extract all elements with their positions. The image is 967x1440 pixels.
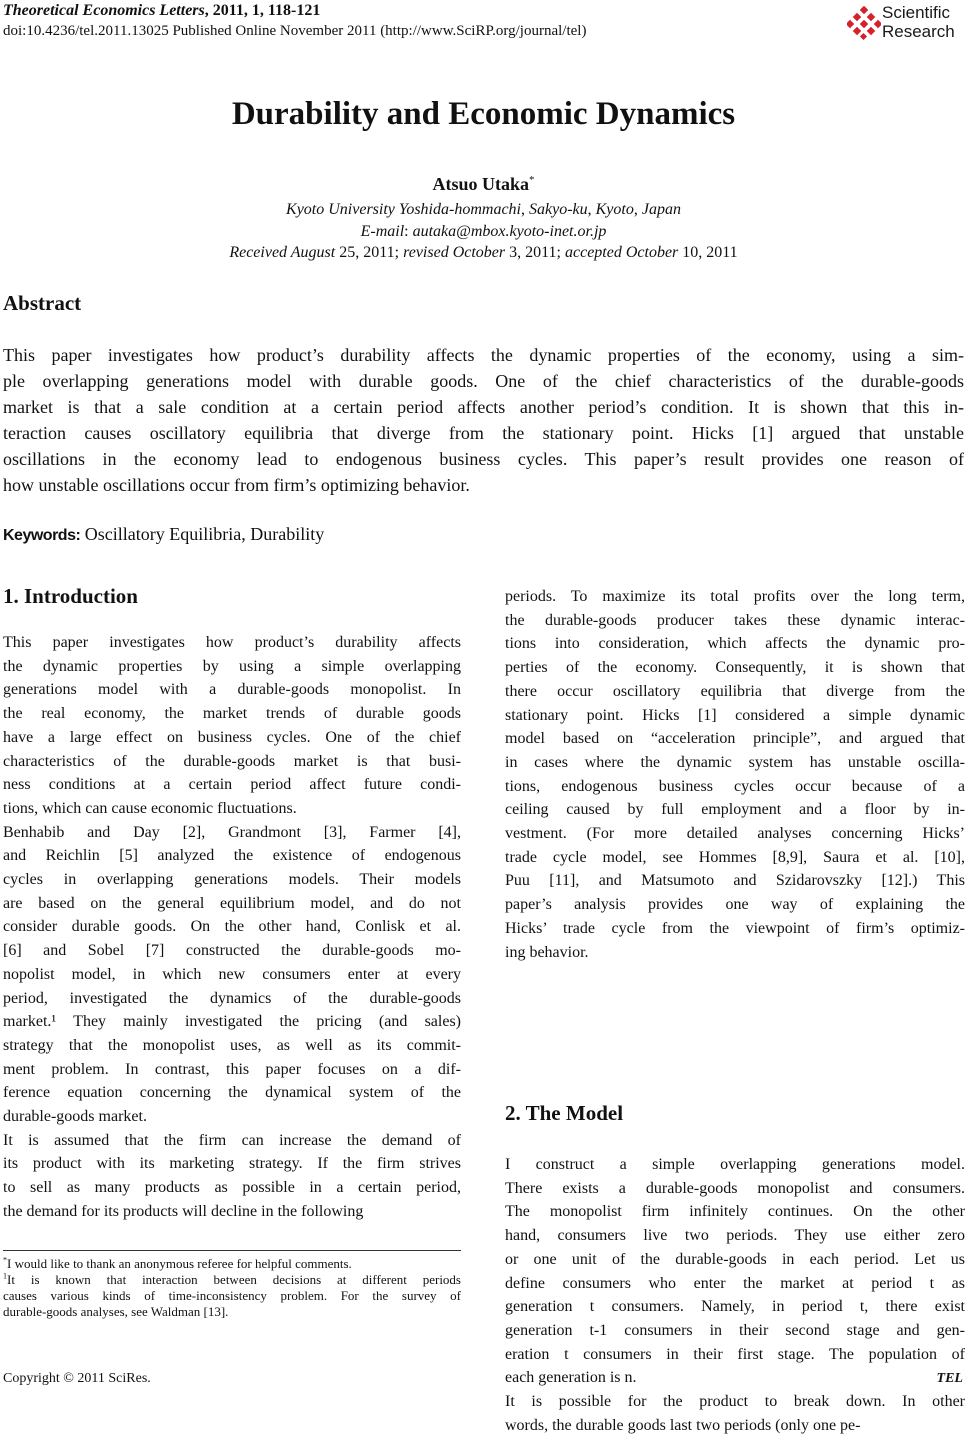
right-column-line: ing behavior. xyxy=(505,943,589,961)
author-mark: * xyxy=(529,174,535,186)
keywords-label: Keywords: xyxy=(3,527,81,544)
footnote-1: *I would like to thank an anonymous referee for helpful comments. xyxy=(3,1255,352,1271)
section-2-heading: 2. The Model xyxy=(505,1101,624,1125)
logo-line-2: Research xyxy=(882,22,955,41)
right-column-line: ceiling caused by full employment and a floor by in- xyxy=(505,801,965,819)
author-name: Atsuo Utaka xyxy=(432,174,529,194)
section-2-line: or one unit of the durable-goods in each period. Let us xyxy=(505,1250,965,1268)
section-2-line: The monopolist firm infinitely continues. On the other xyxy=(505,1203,965,1221)
section-2-line: generation t consumers. Namely, in period t, there exist xyxy=(505,1298,965,1316)
section-1-line: It is assumed that the firm can increase the demand of xyxy=(3,1131,461,1149)
right-column-line: model based on “acceleration principle”, and argued that xyxy=(505,730,965,748)
section-2-line: hand, consumers live two periods. They use either zero xyxy=(505,1227,965,1245)
paper-title: Durability and Economic Dynamics xyxy=(231,96,736,132)
keywords-text: Oscillatory Equilibria, Durability xyxy=(80,524,325,544)
section-1-line: are based on the general equilibrium model, and do not xyxy=(3,894,461,912)
section-1-line: This paper investigates how product’s durability affects xyxy=(3,634,461,651)
right-column-line: in cases where the dynamic system has unstable oscilla- xyxy=(505,753,965,771)
section-1-line: strategy that the monopolist uses, as well as its commit- xyxy=(3,1036,461,1054)
section-1-line: generations model with a durable-goods monopolist. In xyxy=(3,681,461,699)
right-column-line: vestment. (For more detailed analyses concerning Hicks’ xyxy=(505,825,965,842)
author xyxy=(0,174,967,195)
footnote-2-line: $^1$It is known that interaction between decisions at different periods xyxy=(3,1271,461,1287)
section-1-line: to sell as many products as possible in a certain period, xyxy=(3,1179,461,1197)
journal-header xyxy=(3,2,320,20)
section-1-line: [6] and Sobel [7] constructed the durable-goods mo- xyxy=(3,942,461,960)
section-1-line: the real economy, the market trends of durable goods xyxy=(3,705,461,723)
abstract-line: teraction causes oscillatory equilibria that diverge from the stationary point. Hicks [1] argued that unstable xyxy=(3,423,964,443)
logo-line-1: Scientific xyxy=(882,3,951,22)
section-2-line: generation t-1 consumers in their second stage and gen- xyxy=(505,1321,965,1339)
section-1-line: durable-goods market. xyxy=(3,1108,147,1125)
footnote-2-line: durable-goods analyses, see Waldman [13]. xyxy=(3,1304,229,1319)
section-1-line: nopolist model, in which new consumers enter at every xyxy=(3,965,461,983)
footer-journal-abbrev: TEL xyxy=(936,1371,963,1386)
journal-volume: , 2011, 1, 118-121 xyxy=(204,2,321,19)
right-column-line: tions, endogenous business cycles occur because of a xyxy=(505,777,965,795)
abstract-line: market is that a sale condition at a certain period affects another period’s condition. It is shown that this in- xyxy=(3,397,964,417)
section-1-line: and Reichlin [5] analyzed the existence of endogenous xyxy=(3,847,461,865)
right-column-line: tions into consideration, which affects the dynamic pro- xyxy=(505,635,965,653)
right-column-line: the durable-goods producer takes these dynamic interac- xyxy=(505,611,965,629)
footnote-2-line: causes various kinds of time-inconsistency problem. For the survey of xyxy=(3,1288,461,1303)
right-column-line: Puu [11], and Matsumoto and Szidarovszky [12].) This xyxy=(505,872,965,890)
section-1-line: ness conditions at a certain period affect future condi- xyxy=(3,776,461,794)
doi-line: doi:10.4236/tel.2011.13025 Published Online November 2011 (http://www.SciRP.org/journal/tel) xyxy=(3,23,587,39)
footnote-rule xyxy=(3,1250,461,1251)
email-address[interactable]: autaka@mbox.kyoto-inet.or.jp xyxy=(412,223,607,240)
section-1-line: period, investigated the dynamics of the durable-goods xyxy=(3,989,461,1007)
right-column-line: periods. To maximize its total profits over the long term, xyxy=(505,588,965,605)
right-column-line: trade cycle model, see Hommes [8,9], Saura et al. [10], xyxy=(505,848,965,866)
section-2-line: words, the durable goods last two periods (only one pe- xyxy=(505,1416,861,1434)
section-2-line: I construct a simple overlapping generations model. xyxy=(505,1156,965,1173)
section-2-line: define consumers who enter the market at period t as xyxy=(505,1274,965,1292)
keywords xyxy=(3,524,324,545)
section-1-line: its product with its marketing strategy. If the firm strives xyxy=(3,1155,461,1173)
received-dates: Received August 25, 2011; revised October 3, 2011; accepted October 10, 2011 xyxy=(229,244,738,261)
email: E-mail: autaka@mbox.kyoto-inet.or.jp xyxy=(360,223,607,240)
section-1-heading: 1. Introduction xyxy=(3,584,138,608)
section-1-line: market.¹ They mainly investigated the pricing (and sales) xyxy=(3,1013,461,1031)
right-column-line: stationary point. Hicks [1] considered a simple dynamic xyxy=(505,706,965,724)
section-2-line: There exists a durable-goods monopolist and consumers. xyxy=(505,1179,965,1197)
section-1-line: characteristics of the durable-goods market is that busi- xyxy=(3,752,461,770)
publisher-logo-mark-icon xyxy=(847,6,881,40)
abstract-line: how unstable oscillations occur from firm’s optimizing behavior. xyxy=(3,475,470,495)
section-1-line: ment problem. In contrast, this paper focuses on a dif- xyxy=(3,1060,461,1078)
abstract-line: oscillations in the economy lead to endogenous business cycles. This paper’s result provides one reason of xyxy=(3,449,964,469)
right-column-line: paper’s analysis provides one way of explaining the xyxy=(505,896,965,914)
section-1-line: the demand for its products will decline in the following xyxy=(3,1202,364,1220)
section-1-line: ference equation concerning the dynamical system of the xyxy=(3,1084,461,1102)
right-column-line: there occur oscillatory equilibria that diverge from the xyxy=(505,682,965,700)
abstract-line: This paper investigates how product’s durability affects the dynamic properties of the economy, using a sim- xyxy=(3,345,964,365)
affiliation: Kyoto University Yoshida-hommachi, Sakyo-ku, Kyoto, Japan xyxy=(286,201,681,218)
footer-copyright: Copyright © 2011 SciRes. xyxy=(3,1371,151,1386)
email-label: E-mail xyxy=(360,223,405,240)
section-1-line: Benhabib and Day [2], Grandmont [3], Farmer [4], xyxy=(3,823,461,841)
section-1-line: consider durable goods. On the other hand, Conlisk et al. xyxy=(3,918,461,936)
right-column-line: Hicks’ trade cycle from the viewpoint of firm’s optimiz- xyxy=(505,919,965,937)
right-column-line: perties of the economy. Consequently, it is shown that xyxy=(505,659,965,677)
section-1-line: the dynamic properties by using a simple overlapping xyxy=(3,657,461,675)
section-1-line: have a large effect on business cycles. One of the chief xyxy=(3,728,461,746)
abstract-heading: Abstract xyxy=(3,291,82,315)
section-1-line: tions, which can cause economic fluctuations. xyxy=(3,799,297,817)
section-2-line: each generation is n. xyxy=(505,1369,637,1387)
abstract-line: ple overlapping generations model with durable goods. One of the chief characteristics of the durable-goods xyxy=(3,371,964,391)
section-2-line: It is possible for the product to break down. In other xyxy=(505,1393,965,1410)
journal-name: Theoretical Economics Letters xyxy=(3,2,205,19)
section-1-line: cycles in overlapping generations models. Their models xyxy=(3,871,461,888)
section-2-line: eration t consumers in their first stage. The population of xyxy=(505,1345,965,1363)
publisher-logo xyxy=(847,3,967,43)
